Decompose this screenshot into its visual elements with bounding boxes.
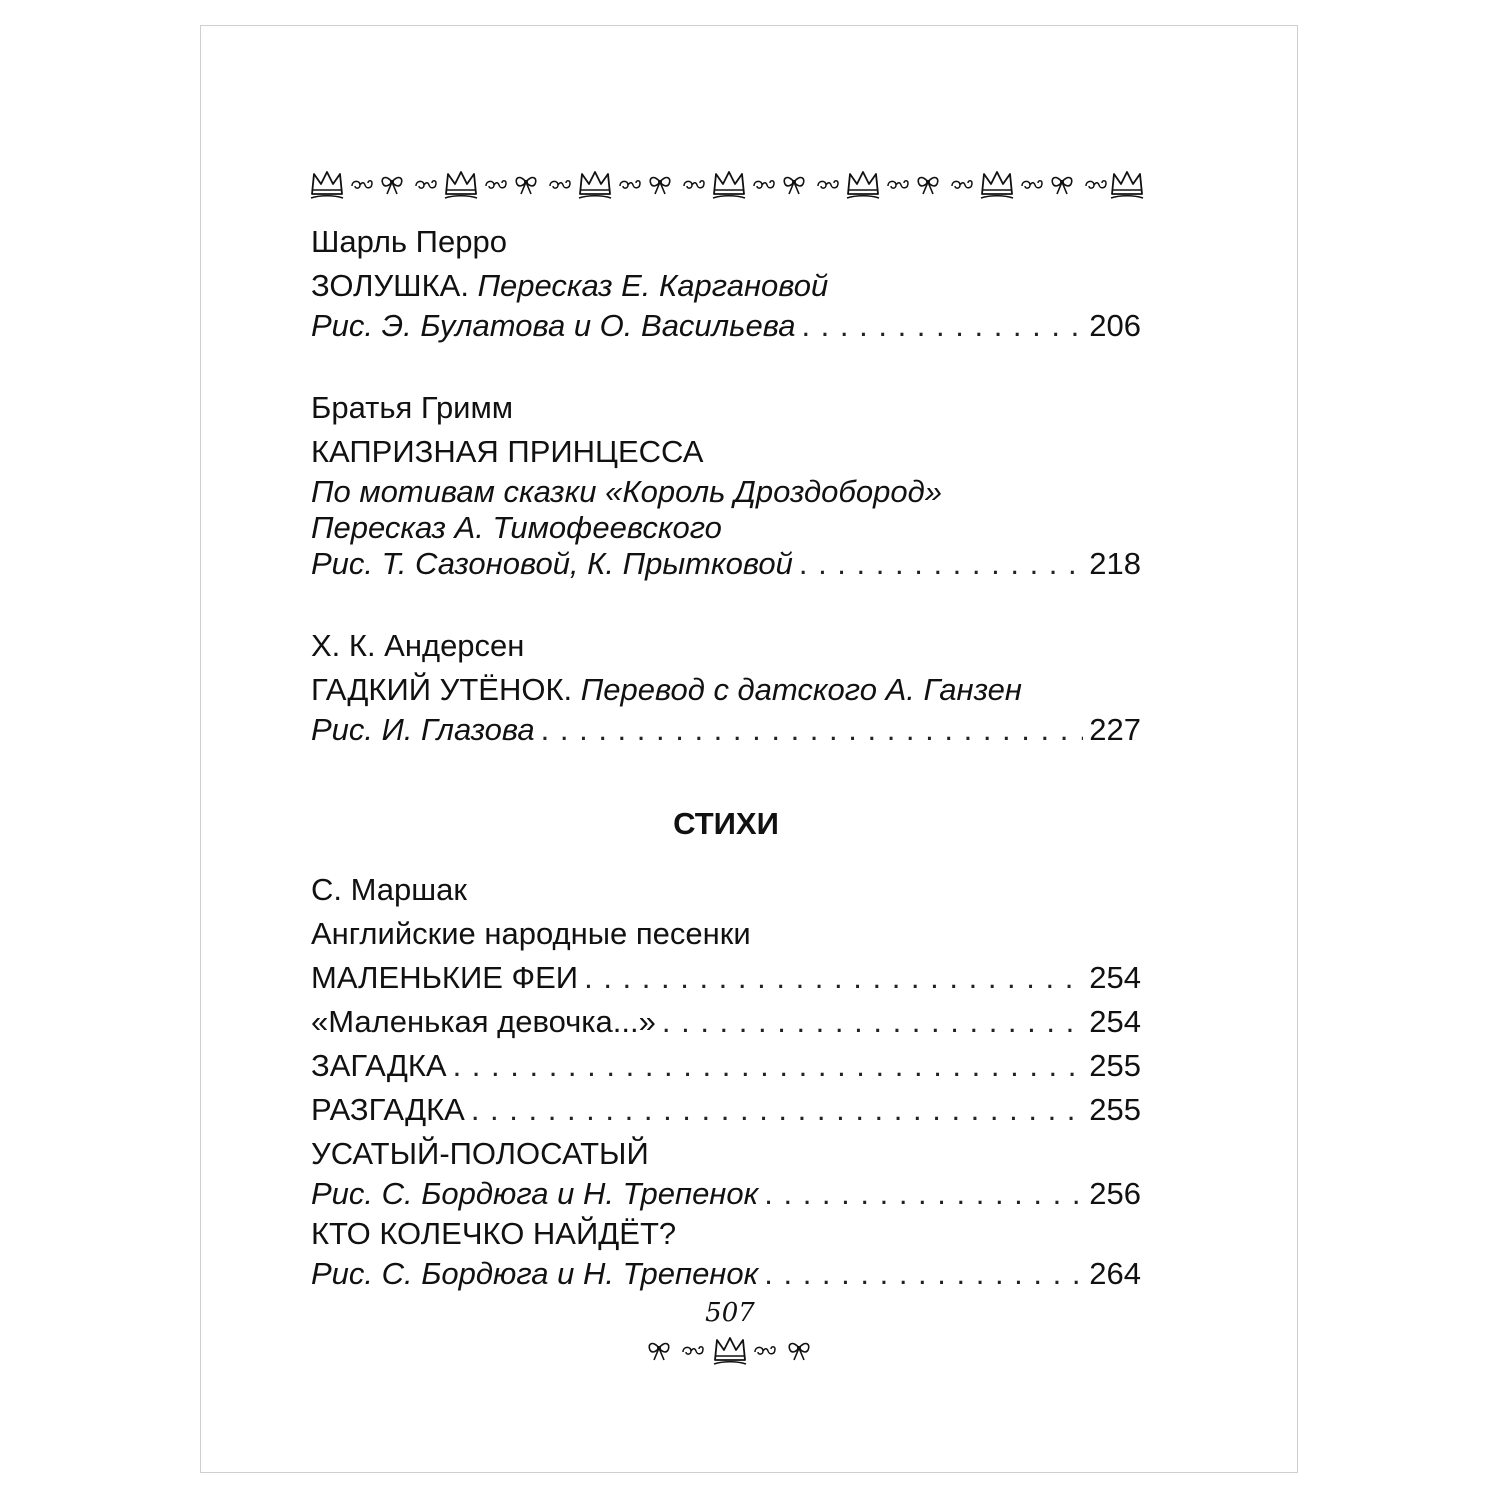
bow-icon (789, 1344, 809, 1360)
crown-icon (311, 172, 343, 198)
bow-icon (649, 1344, 669, 1360)
bow-icon (650, 178, 670, 194)
toc-entry-illustrators (311, 1176, 1141, 1212)
bow-icon (1052, 178, 1072, 194)
story-title: КАПРИЗНАЯ ПРИНЦЕССА (311, 434, 704, 469)
retelling-credit: Пересказ А. Тимофеевского (311, 510, 722, 545)
dot-leader (764, 1256, 1083, 1292)
poem-title: УСАТЫЙ-ПОЛОСАТЫЙ (311, 1136, 649, 1171)
illustrators-credit: Рис. Т. Сазоновой, К. Прытковой (311, 546, 793, 581)
toc-entry-title (311, 668, 1141, 712)
swirl-icon (755, 1347, 775, 1354)
dot-leader (471, 1088, 1083, 1132)
spacer (311, 748, 1141, 802)
bow-icon (918, 178, 938, 194)
author-name: С. Маршак (311, 872, 467, 907)
page-number: 264 (1089, 1256, 1141, 1291)
toc-entry-illustrators (311, 546, 1141, 582)
toc-entry (311, 1088, 1141, 1132)
toc-entry-illustrators (311, 308, 1141, 344)
dot-leader (453, 1044, 1084, 1088)
collection-subtitle: Английские народные песенки (311, 916, 751, 951)
dot-leader (584, 956, 1083, 1000)
toc-entry-illustrators (311, 1256, 1141, 1292)
bow-icon (382, 178, 402, 194)
based-on-credit: По мотивам сказки «Король Дроздобород» (311, 474, 942, 509)
toc-entry (311, 1044, 1141, 1088)
swirl-icon (818, 181, 838, 188)
swirl-icon (620, 181, 640, 188)
swirl-icon (888, 181, 908, 188)
crown-icon (579, 172, 611, 198)
bow-icon (784, 178, 804, 194)
illustrators-credit: Рис. Э. Булатова и О. Васильева (311, 308, 796, 343)
ornament-footer (645, 1332, 815, 1366)
retelling-credit: Пересказ Е. Каргановой (477, 268, 829, 303)
crown-icon (713, 172, 745, 198)
dot-leader (801, 308, 1083, 344)
page-number: 254 (1089, 960, 1141, 995)
crown-icon (981, 172, 1013, 198)
page-number: 218 (1089, 546, 1141, 581)
swirl-icon (416, 181, 436, 188)
page-number: 255 (1089, 1048, 1141, 1083)
dot-leader (764, 1176, 1083, 1212)
translation-credit: Перевод с датского А. Ганзен (580, 672, 1022, 707)
illustrators-credit: Рис. С. Бордюга и Н. Трепенок (311, 1256, 759, 1291)
toc-entry-title (311, 264, 1141, 308)
illustrators-credit: Рис. С. Бордюга и Н. Трепенок (311, 1176, 759, 1211)
author-name: Шарль Перро (311, 224, 507, 259)
poem-title: «Маленькая девочка...» (311, 1004, 656, 1039)
poem-title: РАЗГАДКА (311, 1092, 465, 1127)
page-number: 206 (1089, 308, 1141, 343)
poem-title: КТО КОЛЕЧКО НАЙДЁТ? (311, 1216, 677, 1251)
swirl-icon (352, 181, 372, 188)
swirl-icon (683, 1347, 703, 1354)
dot-leader (662, 1000, 1083, 1044)
crown-icon (1111, 172, 1143, 198)
bow-icon (516, 178, 536, 194)
crown-icon (847, 172, 879, 198)
illustrators-credit: Рис. И. Глазова (311, 712, 535, 747)
story-title: ГАДКИЙ УТЁНОК. (311, 672, 573, 707)
spacer (311, 344, 1141, 386)
toc-entry (311, 956, 1141, 1000)
ornament-border-top (310, 166, 1144, 200)
poem-title: ЗАГАДКА (311, 1048, 447, 1083)
page-number: 255 (1089, 1092, 1141, 1127)
story-title: ЗОЛУШКА. (311, 268, 469, 303)
swirl-icon (1022, 181, 1042, 188)
swirl-icon (952, 181, 972, 188)
swirl-icon (684, 181, 704, 188)
dot-leader (799, 546, 1083, 582)
spacer (311, 582, 1141, 624)
table-of-contents (311, 220, 1141, 1292)
author-name: Братья Гримм (311, 390, 514, 425)
dot-leader (541, 712, 1084, 748)
page-number: 254 (1089, 1004, 1141, 1039)
crown-icon (445, 172, 477, 198)
swirl-icon (1086, 181, 1106, 188)
section-heading: СТИХИ (673, 806, 779, 841)
poem-title: МАЛЕНЬКИЕ ФЕИ (311, 960, 579, 995)
folio-page-number: 507 (705, 1298, 755, 1328)
swirl-icon (550, 181, 570, 188)
page-number: 227 (1089, 712, 1141, 747)
crown-icon (714, 1338, 746, 1364)
swirl-icon (486, 181, 506, 188)
author-name: Х. К. Андерсен (311, 628, 525, 663)
swirl-icon (754, 181, 774, 188)
toc-entry-illustrators (311, 712, 1141, 748)
toc-entry (311, 1000, 1141, 1044)
page-number: 256 (1089, 1176, 1141, 1211)
